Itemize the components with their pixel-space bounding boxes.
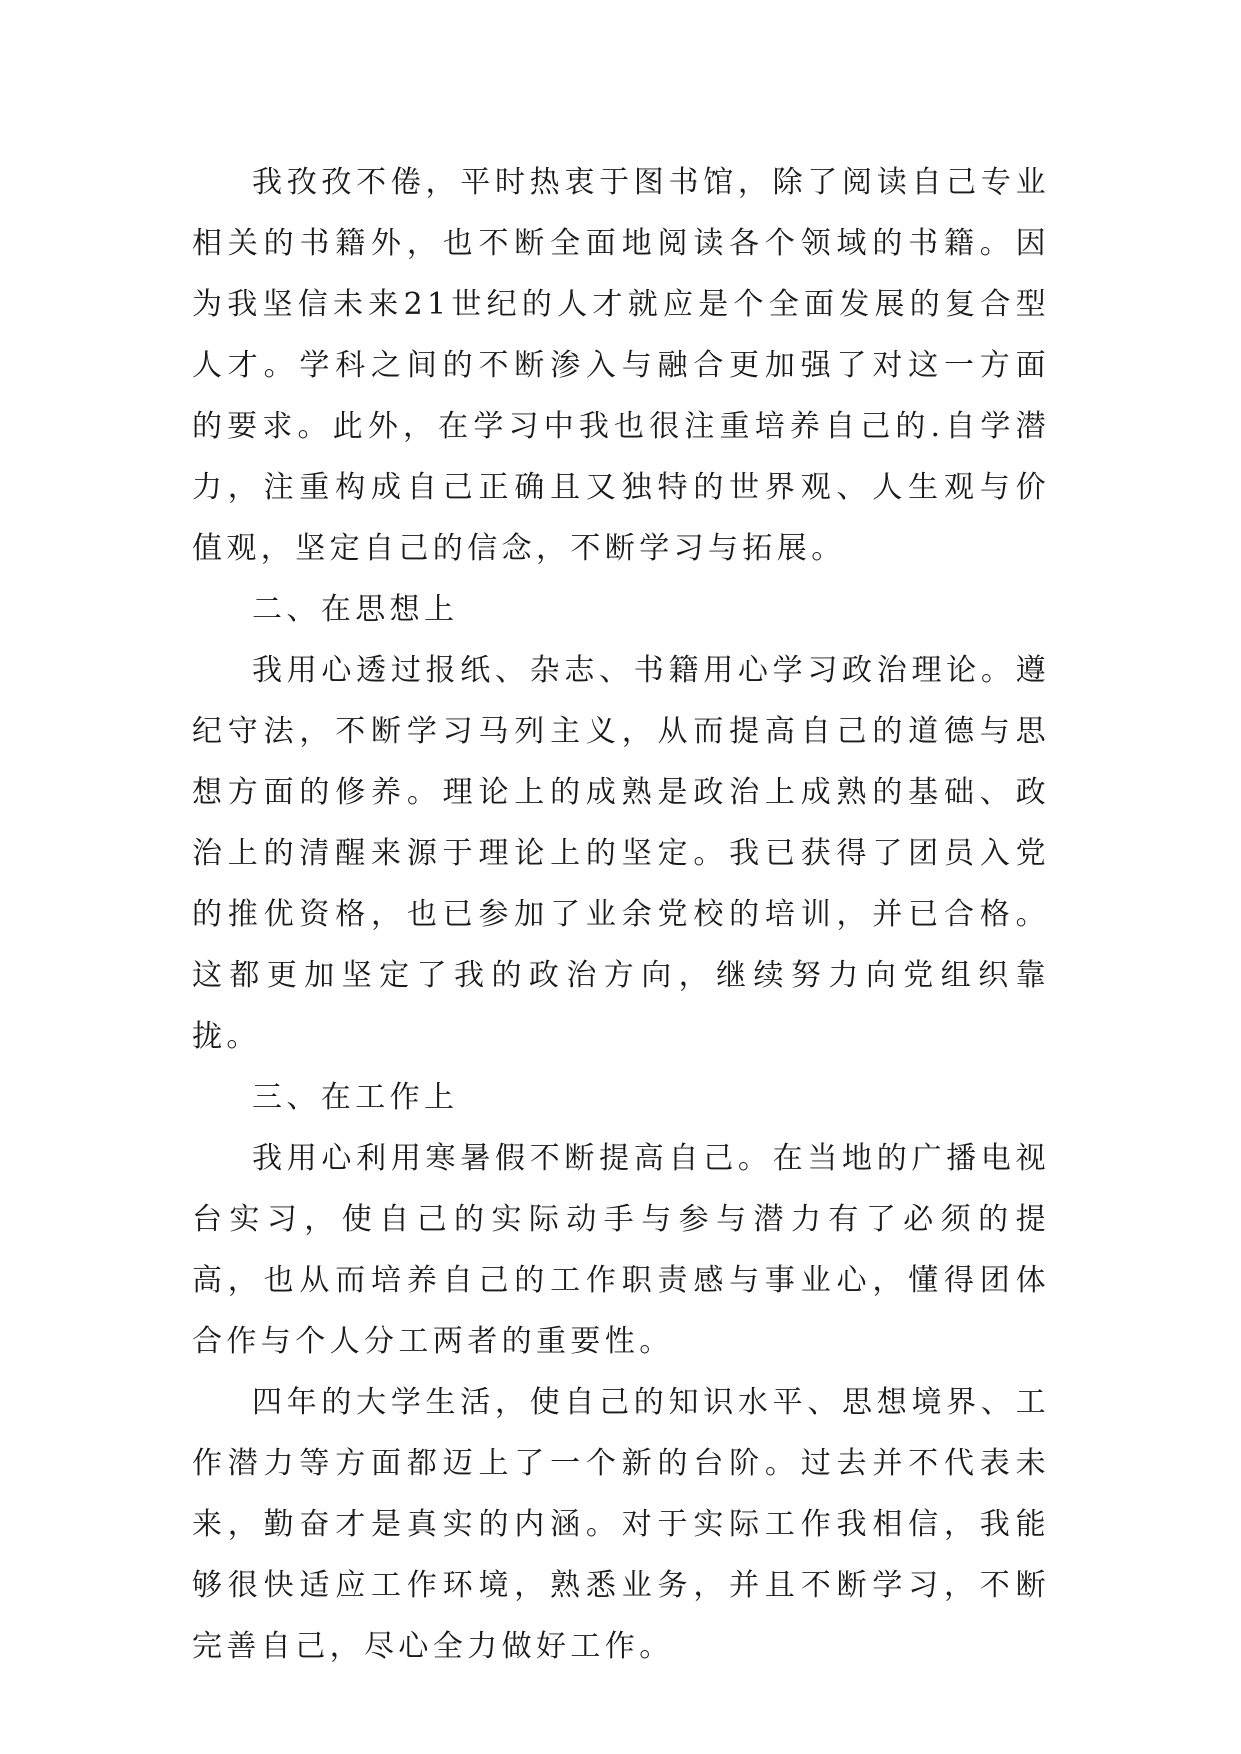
section-heading-work: 三、在工作上 bbox=[252, 1080, 459, 1115]
paragraph-summary: 四年的大学生活，使自己的知识水平、思想境界、工作潜力等方面都迈上了一个新的台阶。过去并不代表未来，勤奋才是真实的内涵。对于实际工作我相信，我能够很快适应工作环境，熟悉业务，并且不断学习，不断完善自己，尽心全力做好工作。 bbox=[192, 1385, 1050, 1664]
section-heading-thought: 二、在思想上 bbox=[252, 592, 459, 627]
paragraph-thought: 我用心透过报纸、杂志、书籍用心学习政治理论。遵纪守法，不断学习马列主义，从而提高自己的道德与思想方面的修养。理论上的成熟是政治上成熟的基础、政治上的清醒来源于理论上的坚定。我已获得了团员入党的推优资格，也已参加了业余党校的培训，并已合格。这都更加坚定了我的政治方向，继续努力向党组织靠拢。 bbox=[192, 653, 1050, 1054]
document-body bbox=[192, 152, 1050, 1677]
paragraph-work: 我用心利用寒暑假不断提高自己。在当地的广播电视台实习，使自己的实际动手与参与潜力有了必须的提高，也从而培养自己的工作职责感与事业心，懂得团体合作与个人分工两者的重要性。 bbox=[192, 1141, 1050, 1359]
paragraph-study: 我孜孜不倦，平时热衷于图书馆，除了阅读自己专业相关的书籍外，也不断全面地阅读各个领域的书籍。因为我坚信未来21世纪的人才就应是个全面发展的复合型人才。学科之间的不断渗入与融合更加强了对这一方面的要求。此外，在学习中我也很注重培养自己的.自学潜力，注重构成自己正确且又独特的世界观、人生观与价值观，坚定自己的信念，不断学习与拓展。 bbox=[192, 165, 1050, 566]
